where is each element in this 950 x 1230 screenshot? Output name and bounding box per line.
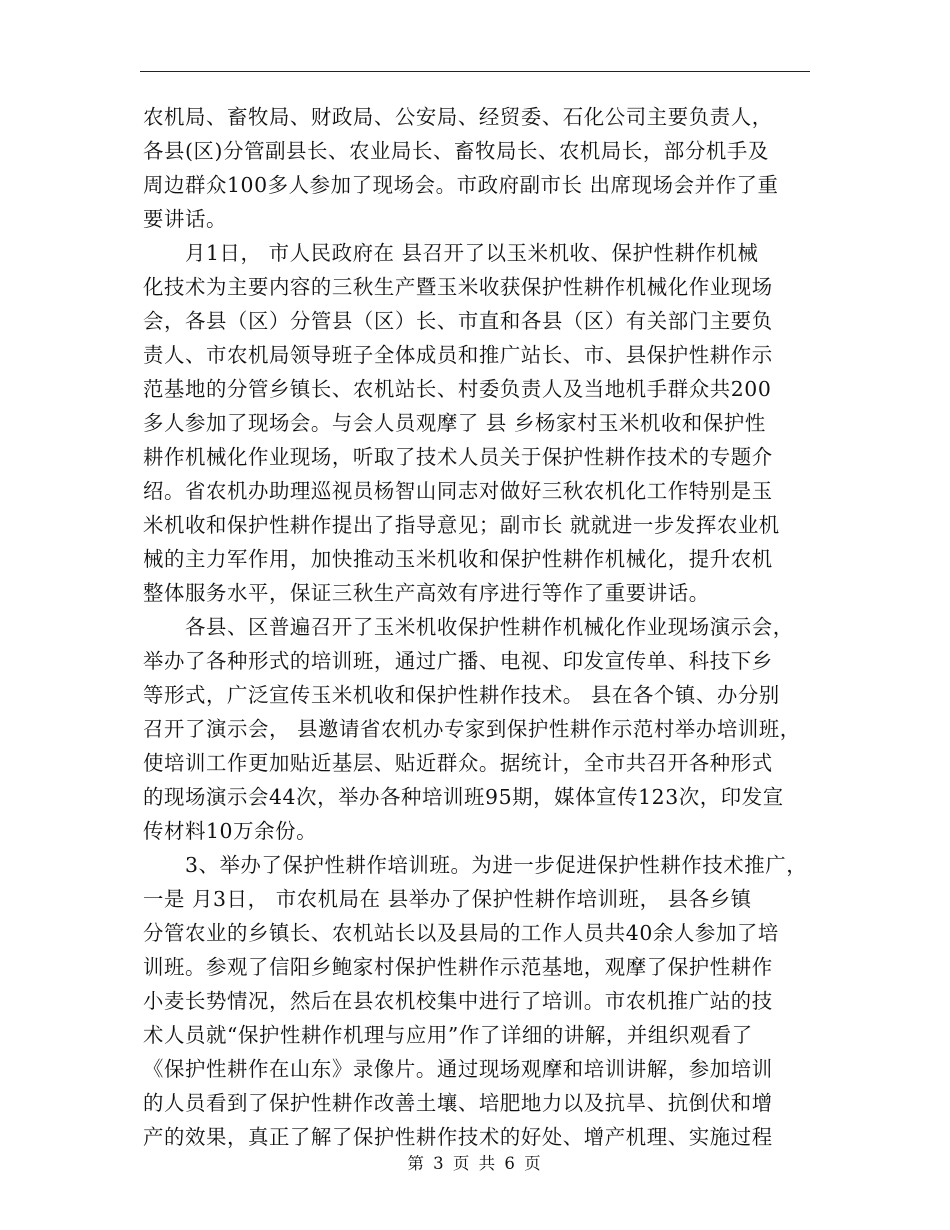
text-line: 的现场演示会44次，举办各种培训班95期，媒体宣传123次，印发宣 (143, 785, 784, 809)
text-line: 农机局、畜牧局、财政局、公安局、经贸委、石化公司主要负责人， (143, 105, 773, 129)
text-line: 小麦长势情况，然后在县农机校集中进行了培训。市农机推广站的技 (143, 989, 773, 1013)
text-line: 3、举办了保护性耕作培训班。为进一步促进保护性耕作技术推广， (143, 853, 808, 877)
text-line: 会，各县（区）分管县（区）长、市直和各县（区）有关部门主要负 (143, 309, 773, 333)
text-line: 多人参加了现场会。与会人员观摩了 县 乡杨家村玉米机收和保护性 (143, 411, 766, 435)
text-line: 要讲话。 (143, 207, 227, 231)
text-line: 的人员看到了保护性耕作改善土壤、培肥地力以及抗旱、抗倒伏和增 (143, 1091, 773, 1115)
page-number-footer: 第 3 页 共 6 页 (407, 1154, 543, 1173)
text-line: 举办了各种形式的培训班，通过广播、电视、印发宣传单、科技下乡 (143, 649, 773, 673)
text-line: 一是 月3日， 市农机局在 县举办了保护性耕作培训班， 县各乡镇 (143, 887, 752, 911)
text-line: 月1日， 市人民政府在 县召开了以玉米机收、保护性耕作机械 (143, 241, 759, 265)
text-line: 术人员就“保护性耕作机理与应用”作了详细的讲解，并组织观看了 (143, 1023, 753, 1047)
paragraph-3 (143, 610, 815, 848)
header-rule (140, 71, 810, 72)
text-line: 分管农业的乡镇长、农机站长以及县局的工作人员共40余人参加了培 (143, 921, 779, 945)
text-line: 耕作机械化作业现场，听取了技术人员关于保护性耕作技术的专题介 (143, 445, 773, 469)
text-line: 械的主力军作用，加快推动玉米机收和保护性耕作机械化，提升农机 (143, 547, 773, 571)
paragraph-4 (143, 848, 815, 1154)
text-line: 训班。参观了信阳乡鲍家村保护性耕作示范基地，观摩了保护性耕作 (143, 955, 773, 979)
text-line: 产的效果，真正了解了保护性耕作技术的好处、增产机理、实施过程 (143, 1125, 773, 1149)
text-line: 《保护性耕作在山东》录像片。通过现场观摩和培训讲解，参加培训 (143, 1057, 773, 1081)
text-line: 化技术为主要内容的三秋生产暨玉米收获保护性耕作机械化作业现场 (143, 275, 773, 299)
text-line: 使培训工作更加贴近基层、贴近群众。据统计，全市共召开各种形式 (143, 751, 773, 775)
paragraph-2 (143, 236, 815, 610)
text-line: 范基地的分管乡镇长、农机站长、村委负责人及当地机手群众共200 (143, 377, 772, 401)
text-line: 等形式，广泛宣传玉米机收和保护性耕作技术。 县在各个镇、办分别 (143, 683, 780, 707)
text-line: 米机收和保护性耕作提出了指导意见；副市长 就就进一步发挥农业机 (143, 513, 780, 537)
text-line: 整体服务水平，保证三秋生产高效有序进行等作了重要讲话。 (143, 581, 710, 605)
text-line: 绍。省农机办助理巡视员杨智山同志对做好三秋农机化工作特别是玉 (143, 479, 773, 503)
text-line: 周边群众100多人参加了现场会。市政府副市长 出席现场会并作了重 (143, 173, 779, 197)
text-line: 传材料10万余份。 (143, 819, 318, 843)
text-line: 各县(区)分管副县长、农业局长、畜牧局长、农机局长，部分机手及 (143, 139, 769, 163)
text-line: 责人、市农机局领导班子全体成员和推广站长、市、县保护性耕作示 (143, 343, 773, 367)
text-line: 召开了演示会， 县邀请省农机办专家到保护性耕作示范村举办培训班， (143, 717, 801, 741)
text-line: 各县、区普遍召开了玉米机收保护性耕作机械化作业现场演示会， (143, 615, 794, 639)
document-body (143, 100, 815, 1154)
paragraph-1 (143, 100, 815, 236)
